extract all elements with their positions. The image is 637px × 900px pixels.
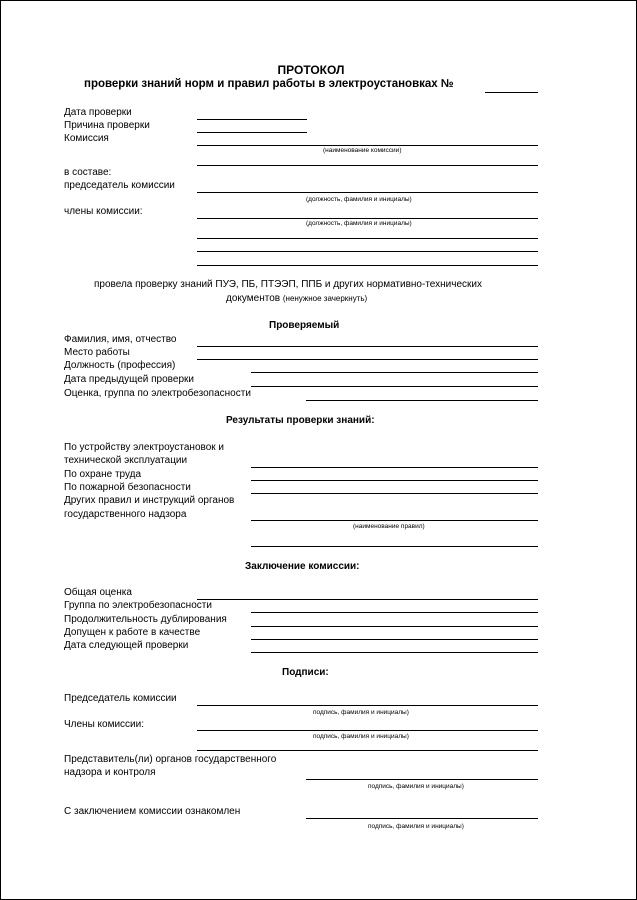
conclusion-heading: Заключение комиссии: (245, 561, 360, 572)
admitted-as-field[interactable] (251, 639, 538, 640)
full-name-label: Фамилия, имя, отчество (64, 334, 177, 345)
commission-label: Комиссия (64, 133, 109, 144)
overall-label: Общая оценка (64, 587, 132, 598)
workplace-field[interactable] (197, 359, 538, 360)
installation-label-2: технической эксплуатации (64, 455, 188, 466)
conclusion-safety-group-field[interactable] (251, 612, 538, 613)
conclusion-safety-group-label: Группа по электробезопасности (64, 600, 212, 611)
admitted-as-label: Допущен к работе в качестве (64, 627, 201, 638)
duplication-field[interactable] (251, 626, 538, 627)
other-rules-label-1: Других правил и инструкций органов (64, 495, 235, 506)
check-reason-field[interactable] (197, 132, 307, 133)
representative-label-2: надзора и контроля (64, 767, 156, 778)
signature-members-caption: подпись, фамилия и инициалы) (313, 733, 409, 740)
other-rules-field[interactable] (251, 520, 538, 521)
members-label: члены комиссии: (64, 206, 143, 217)
signature-chairman-label: Председатель комиссии (64, 693, 177, 704)
rules-name-caption: (наименование правил) (353, 523, 425, 530)
other-rules-field-2[interactable] (251, 546, 538, 547)
signature-members-field[interactable] (197, 730, 538, 731)
labor-protection-label: По охране труда (64, 469, 142, 480)
statement-documents: документов (226, 293, 281, 304)
document-subtitle: проверки знаний норм и правил работы в электроустановках № (84, 78, 454, 90)
duplication-label: Продолжительность дублирования (64, 614, 227, 625)
statement-line-1: провела проверку знаний ПУЭ, ПБ, ПТЭЭП, ППБ и других нормативно-технических (94, 279, 482, 290)
fire-safety-label: По пожарной безопасности (64, 482, 191, 493)
installation-label-1: По устройству электроустановок и (64, 442, 225, 453)
next-check-date-label: Дата следующей проверки (64, 640, 189, 651)
document-title: ПРОТОКОЛ (277, 63, 345, 77)
acquainted-caption: подпись, фамилия и инициалы) (368, 823, 464, 830)
labor-protection-field[interactable] (251, 480, 538, 481)
protocol-number-field[interactable] (485, 92, 538, 93)
commission-name-caption: (наименование комиссии) (323, 147, 402, 154)
fire-safety-field[interactable] (251, 493, 538, 494)
position-field[interactable] (251, 372, 538, 373)
representative-field[interactable] (306, 779, 538, 780)
statement-line-2 (226, 293, 367, 305)
next-check-date-field[interactable] (251, 652, 538, 653)
check-date-label: Дата проверки (64, 107, 132, 118)
statement-note: (ненужное зачеркнуть) (282, 294, 368, 303)
members-position-caption: (должность, фамилия и инициалы) (306, 220, 412, 227)
members-field-1[interactable] (197, 218, 538, 219)
acquainted-field[interactable] (306, 818, 538, 819)
chairman-position-caption: (должность, фамилия и инициалы) (306, 196, 412, 203)
commission-field[interactable] (197, 145, 538, 146)
check-reason-label: Причина проверки (64, 120, 150, 131)
signatures-heading: Подписи: (282, 667, 329, 678)
members-field-3[interactable] (197, 251, 538, 252)
acquainted-label: С заключением комиссии ознакомлен (64, 806, 241, 817)
signature-members-field-2[interactable] (197, 750, 538, 751)
position-label: Должность (профессия) (64, 360, 176, 371)
full-name-field[interactable] (197, 346, 538, 347)
chairman-field[interactable] (197, 192, 538, 193)
commission-field-line-2[interactable] (197, 165, 538, 166)
chairman-label: председатель комиссии (64, 180, 175, 191)
signature-chairman-caption: подпись, фамилия и инициалы) (313, 709, 409, 716)
members-field-4[interactable] (197, 265, 538, 266)
examinee-heading: Проверяемый (269, 320, 340, 331)
representative-caption: подпись, фамилия и инициалы) (368, 783, 464, 790)
signature-chairman-field[interactable] (197, 705, 538, 706)
installation-field[interactable] (251, 467, 538, 468)
overall-field[interactable] (197, 599, 538, 600)
prev-check-date-label: Дата предыдущей проверки (64, 374, 194, 385)
safety-group-field[interactable] (306, 400, 538, 401)
representative-label-1: Представитель(ли) органов государственного (64, 754, 277, 765)
safety-group-label: Оценка, группа по электробезопасности (64, 388, 251, 399)
composition-label: в составе: (64, 167, 112, 178)
members-field-2[interactable] (197, 238, 538, 239)
signature-members-label: Члены комиссии: (64, 719, 145, 730)
check-date-field[interactable] (197, 119, 307, 120)
results-heading: Результаты проверки знаний: (226, 415, 375, 426)
prev-check-date-field[interactable] (251, 386, 538, 387)
workplace-label: Место работы (64, 347, 130, 358)
other-rules-label-2: государственного надзора (64, 509, 187, 520)
